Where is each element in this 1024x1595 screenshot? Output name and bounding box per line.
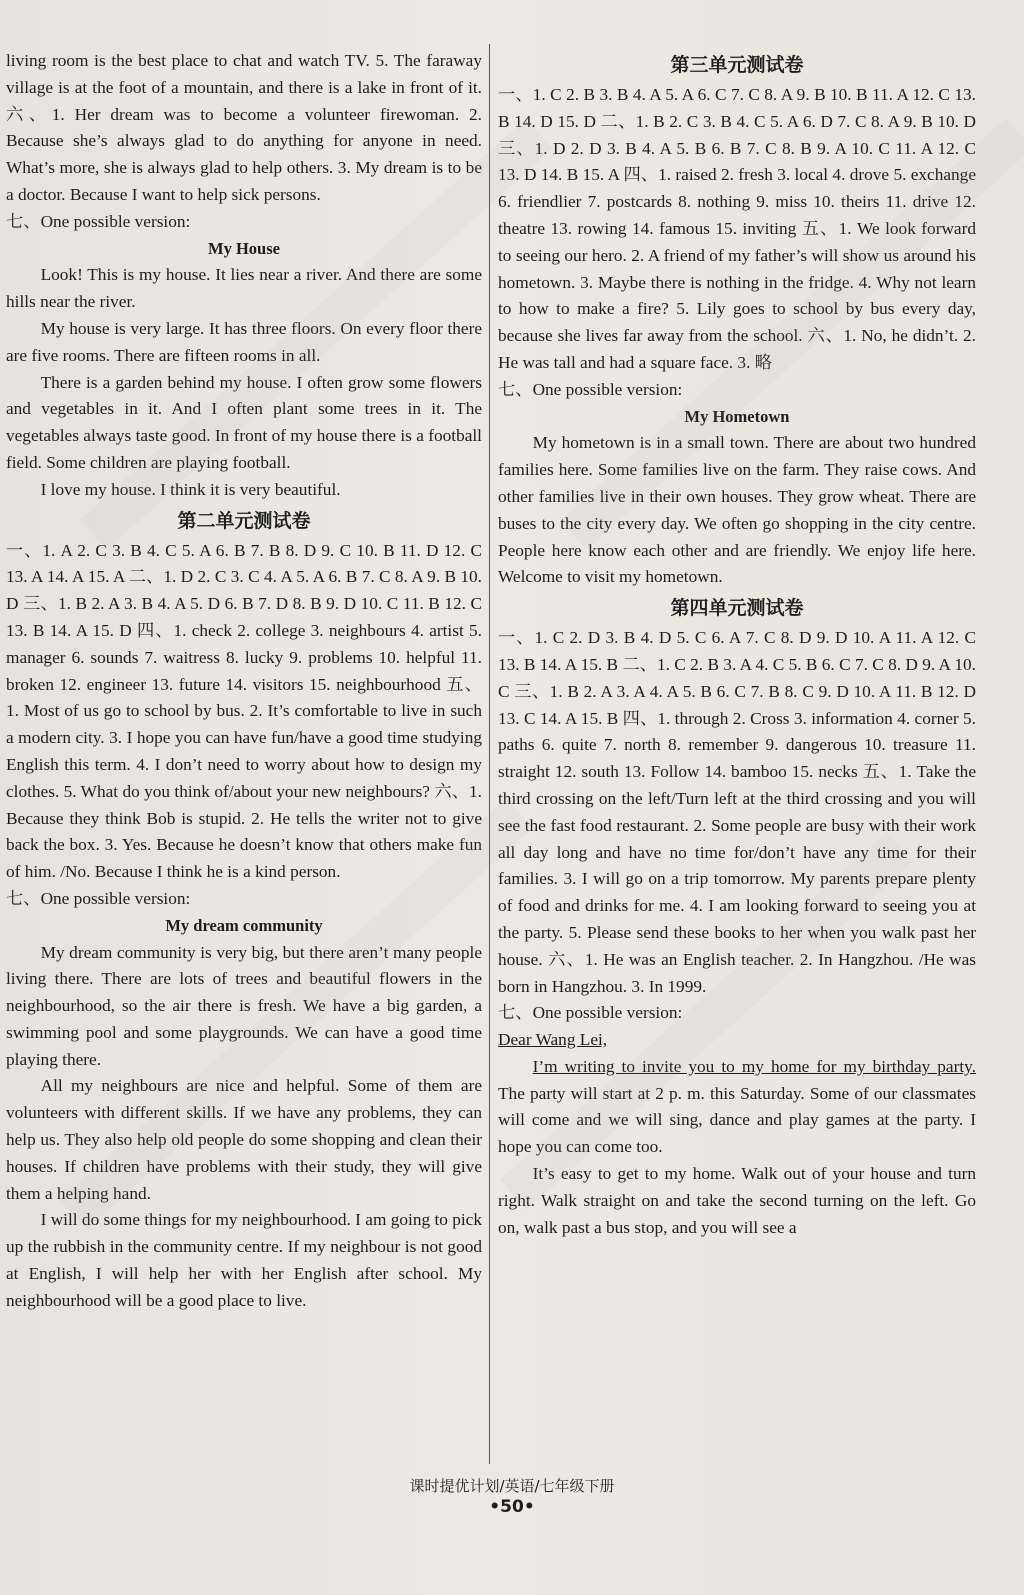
unit-title: 第四单元测试卷: [670, 597, 804, 620]
answer-text: 一、1. A 2. C 3. B 4. C 5. A 6. B 7. B 8. D 9. C 10. B 11. D 12. C 13. A 14. A 15. A 二、1. D 2. C 3. C 4. A 5. A 6. B 7. C 8. A 9. B 10. D 三、1. B 2. A 3. B 4. A 5. D 6. B 7. D 8. B 9. D 10. C 11. B 12. C 13. B 14. A 15. D 四、1. check 2. college 3. neighbours 4. artist 5. manager 6. sounds 7. waitress 8. lucky 9. problems 10. helpful 11. broken 12. engineer 13. future 14. visitors 15. neighbourhood 五、1. Most of us go to school by bus. 2. It’s comfortable to live in such a modern city. 3. I hope you can have fun/have a good time studying English this term. 4. I don’t need to worry about how to design my clothes. 5. What do you think of/about your new neighbours? 六、1. Because they think Bob is stupid. 2. He tells the writer not to give back the box. 3. Yes. Because he doesn’t know that others make fun of him. /No. Because I think he is a kind person.: [6, 540, 482, 882]
page-number: •50•: [489, 1497, 535, 1517]
answer-text: 一、1. C 2. B 3. B 4. A 5. A 6. C 7. C 8. A 9. B 10. B 11. A 12. C 13. B 14. D 15. D 二、1. B 2. C 3. B 4. C 5. A 6. D 7. C 8. A 9. B 10. D 三、1. D 2. D 3. B 4. A 5. B 6. B 7. C 8. B 9. A 10. C 11. A 12. C 13. D 14. B 15. A 四、1. raised 2. fresh 3. local 4. drove 5. exchange 6. friendlier 7. postcards 8. nothing 9. miss 10. theirs 11. drive 12. theatre 13. rowing 14. famous 15. inviting 五、1. We look forward to seeing our hero. 2. A friend of my father’s will show us around his hometown. 3. Maybe there is nothing in the fridge. 4. Why not learn to how to make a fire? 5. Lily goes to school by bus every day, because she lives far away from the school. 六、1. No, he didn’t. 2. He was tall and had a square face. 3. 略: [498, 85, 976, 372]
essay-paragraph: There is a garden behind my house. I often grow some flowers and vegetables in it. And I often plant some trees in it. The vegetables always taste good. In front of my house there is a football field. Some children are playing football.: [6, 372, 482, 472]
essay-title: My Hometown: [684, 406, 790, 426]
letter-paragraph-rest: The party will start at 2 p. m. this Saturday. Some of our classmates will come and we will sing, dance and play games at the party. I hope you can come too.: [498, 1083, 976, 1157]
book-title: 课时提优计划/英语/七年级下册: [409, 1477, 615, 1495]
essay-paragraph: My hometown is in a small town. There are about two hundred families here. Some families live on the farm. They raise cows. And other families live in their own houses. They grow wheat. There are buses to the city every day. We often go shopping in the city centre. People here know each other and are friendly. We enjoy life here. Welcome to visit my hometown.: [498, 433, 976, 587]
essay-paragraph: My dream community is very big, but there aren’t many people living there. There are lots of trees and beautiful flowers in the neighbourhood, so the air there is fresh. We have a big garden, a swimming pool and some playgrounds. We can have a good time playing there.: [6, 942, 482, 1069]
section-label: 七、One possible version:: [498, 1003, 683, 1023]
letter-paragraph: [498, 1054, 976, 1161]
essay-paragraph: I will do some things for my neighbourhood. I am going to pick up the rubbish in the community centre. If my neighbour is not good at English, I will help her with her English after school. My neighbourhood will be a good place to live.: [6, 1210, 482, 1310]
unit-title: 第三单元测试卷: [670, 54, 804, 76]
essay-paragraph: My house is very large. It has three floors. On every floor there are five rooms. There are fifteen rooms in all.: [6, 318, 482, 365]
essay-title: My House: [208, 238, 280, 258]
essay-paragraph: I love my house. I think it is very beautiful.: [40, 479, 341, 499]
section-label: 七、One possible version:: [6, 211, 191, 231]
section-label: 七、One possible version:: [6, 888, 191, 908]
essay-title: My dream community: [165, 915, 323, 935]
letter-paragraph: It’s easy to get to my home. Walk out of your house and turn right. Walk straight on and take the second turning on the left. Go on, walk past a bus stop, and you will see a: [498, 1164, 976, 1237]
left-column: [6, 48, 482, 1315]
essay-paragraph: All my neighbours are nice and helpful. Some of them are volunteers with different skills. If we have any problems, they can help us. They also help old people do some shopping and clean their houses. If children have problems with their study, they will give them a helping hand.: [6, 1076, 482, 1203]
column-divider: [489, 44, 490, 1464]
letter-salutation: Dear Wang Lei,: [498, 1030, 608, 1050]
letter-first-sentence: I’m writing to invite you to my home for my birthday party.: [532, 1056, 976, 1076]
section-label: 七、One possible version:: [498, 379, 683, 399]
unit-title: 第二单元测试卷: [177, 509, 311, 532]
answer-text: living room is the best place to chat and watch TV. 5. The faraway village is at the foot of a mountain, and there is a lake in front of it. 六、1. Her dream was to become a volunteer firewoman. 2. Because she’s always glad to do anything for anyone in need. What’s more, she is always glad to help others. 3. My dream is to be a doctor. Because I want to help sick persons.: [6, 51, 482, 204]
essay-paragraph: Look! This is my house. It lies near a river. And there are some hills near the river.: [6, 265, 482, 312]
answer-text: 一、1. C 2. D 3. B 4. D 5. C 6. A 7. C 8. D 9. D 10. A 11. A 12. C 13. B 14. A 15. B 二、1. C 2. B 3. A 4. C 5. B 6. C 7. C 8. D 9. A 10. C 三、1. B 2. A 3. A 4. A 5. B 6. C 7. B 8. C 9. D 10. A 11. B 12. D 13. C 14. A 15. B 四、1. through 2. Cross 3. information 4. corner 5. paths 6. quite 7. north 8. remember 9. dangerous 10. treasure 11. straight 12. south 13. Follow 14. bamboo 15. necks 五、1. Take the third crossing on the left/Turn left at the third crossing and you will see the fast food restaurant. 2. Some people are busy with their work all day long and have no time for/don’t have any time for their families. 3. I will go on a trip tomorrow. My parents prepare plenty of food and drinks for me. 4. I am looking forward to seeing you at the party. 5. Please send these books to her when you walk past her house. 六、1. He was an English teacher. 2. In Hangzhou. /He was born in Hangzhou. 3. In 1999.: [498, 628, 976, 996]
right-column: [498, 48, 976, 1241]
